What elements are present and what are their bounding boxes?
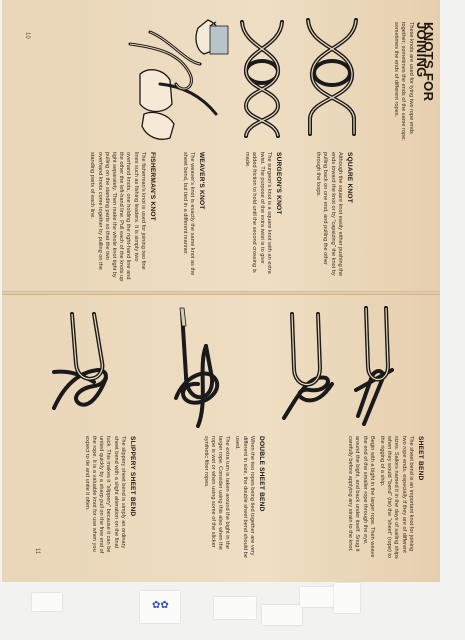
surgeons-knot-body: The surgeon's knot is a square knot with an extra twist. The purpose of the extra twist is to give added friction to hold until the second crossing is made. — [244, 152, 272, 274]
weavers-knot-body: The weaver's knot is exactly the same knot as the sheet bend, but tied in a different manner. — [181, 152, 195, 276]
index-tab — [214, 597, 256, 619]
surgeons-knot-title: SURGEON'S KNOT — [275, 152, 282, 215]
weavers-knot-illustration — [168, 306, 228, 430]
sheet-bend-title: SHEET BEND — [417, 436, 424, 481]
sheet-bend-text — [343, 436, 424, 560]
index-tabs — [0, 583, 465, 640]
sheet-bend-body-1: The sheet bend is an important knot for joining two rope ends, especially if they are of different sizes. Sailors named it in the days of sailing ships when they would "bend" (tie) the "sheet" (rope) to the rigging of a ship. — [378, 436, 414, 559]
book-spine — [2, 291, 440, 295]
slippery-sheet-bend-text — [80, 436, 136, 560]
double-sheet-bend-body-1: When the two ropes being tied together are very different in size, the double sheet bend should be used. — [234, 436, 255, 558]
square-knot-text — [311, 152, 353, 280]
double-sheet-bend-body-2: The extra turn is taken around the bight in the larger rope. Consider using this also when the rope is wet or when using some of the slicker synthetic fiber ropes. — [202, 436, 231, 550]
slippery-sheet-bend-title: SLIPPERY SHEET BEND — [129, 436, 136, 517]
square-knot-illustration — [300, 18, 364, 136]
index-tab — [32, 593, 62, 611]
section-intro: These knots are used for tying two rope ends together; sometimes the ends of the same rope; sometimes the ends of different ropes. — [393, 22, 414, 141]
sheet-bend-body-2: Begin with a bight in the larger rope. Then weave the end of the smaller rope through the eye, around the bight, and back under itself. Snug it carefully before applying any strain to the knot. — [347, 436, 375, 558]
slippery-sheet-bend-body: The slippery sheet bend is simply an ordinary sheet bend with a slight alteration on the final tuck. This makes it "slippery" because it can be untied quickly by a sharp pull on the free end of the rope. It is a valuable knot for use when you expect to tie and untie it often. — [83, 436, 126, 554]
double-sheet-bend-illustration — [280, 312, 336, 422]
flower-sticker-icon: ✿✿ — [152, 600, 169, 611]
double-sheet-bend-text — [198, 436, 265, 560]
sheet-bend-illustration — [352, 306, 402, 426]
surgeons-knot-illustration — [232, 20, 292, 138]
index-tab — [262, 605, 302, 625]
section-intro-column — [389, 22, 436, 148]
weavers-knot-text — [177, 152, 205, 280]
fishermans-knot-body: The fisherman's knot is used for joining two fine lines such as fishing leaders. It is simply two overhand knots, one holding the right-hand line and the other the left-hand line. Pull each of the knots up tight separately. Then make the whole knot tight by pulling on the standing parts so that the two overhand knots come together by pulling on the standing parts of each line. — [89, 152, 146, 282]
double-sheet-bend-title: DOUBLE SHEET BEND — [258, 436, 265, 512]
weavers-knot-hands-illustration — [120, 14, 232, 144]
surgeons-knot-text — [240, 152, 282, 280]
index-tab — [300, 587, 334, 607]
section-title: KNOTS FOR JOINING — [413, 22, 436, 102]
slippery-sheet-bend-illustration — [50, 312, 114, 422]
square-knot-title: SQUARE KNOT — [346, 152, 353, 203]
weavers-knot-title: WEAVER'S KNOT — [198, 152, 205, 210]
fishermans-knot-title: FISHERMAN'S KNOT — [149, 152, 156, 221]
index-tab — [334, 583, 360, 613]
page-number-left: 10 — [24, 32, 30, 39]
square-knot-body: Although the square knot easily either pushing the ends toward the knot or by "capsizing" the knot by pulling back on one end, and pulling the other through the loops. — [315, 152, 343, 277]
fishermans-knot-text — [85, 152, 156, 282]
page-number-right: 11 — [34, 548, 40, 555]
